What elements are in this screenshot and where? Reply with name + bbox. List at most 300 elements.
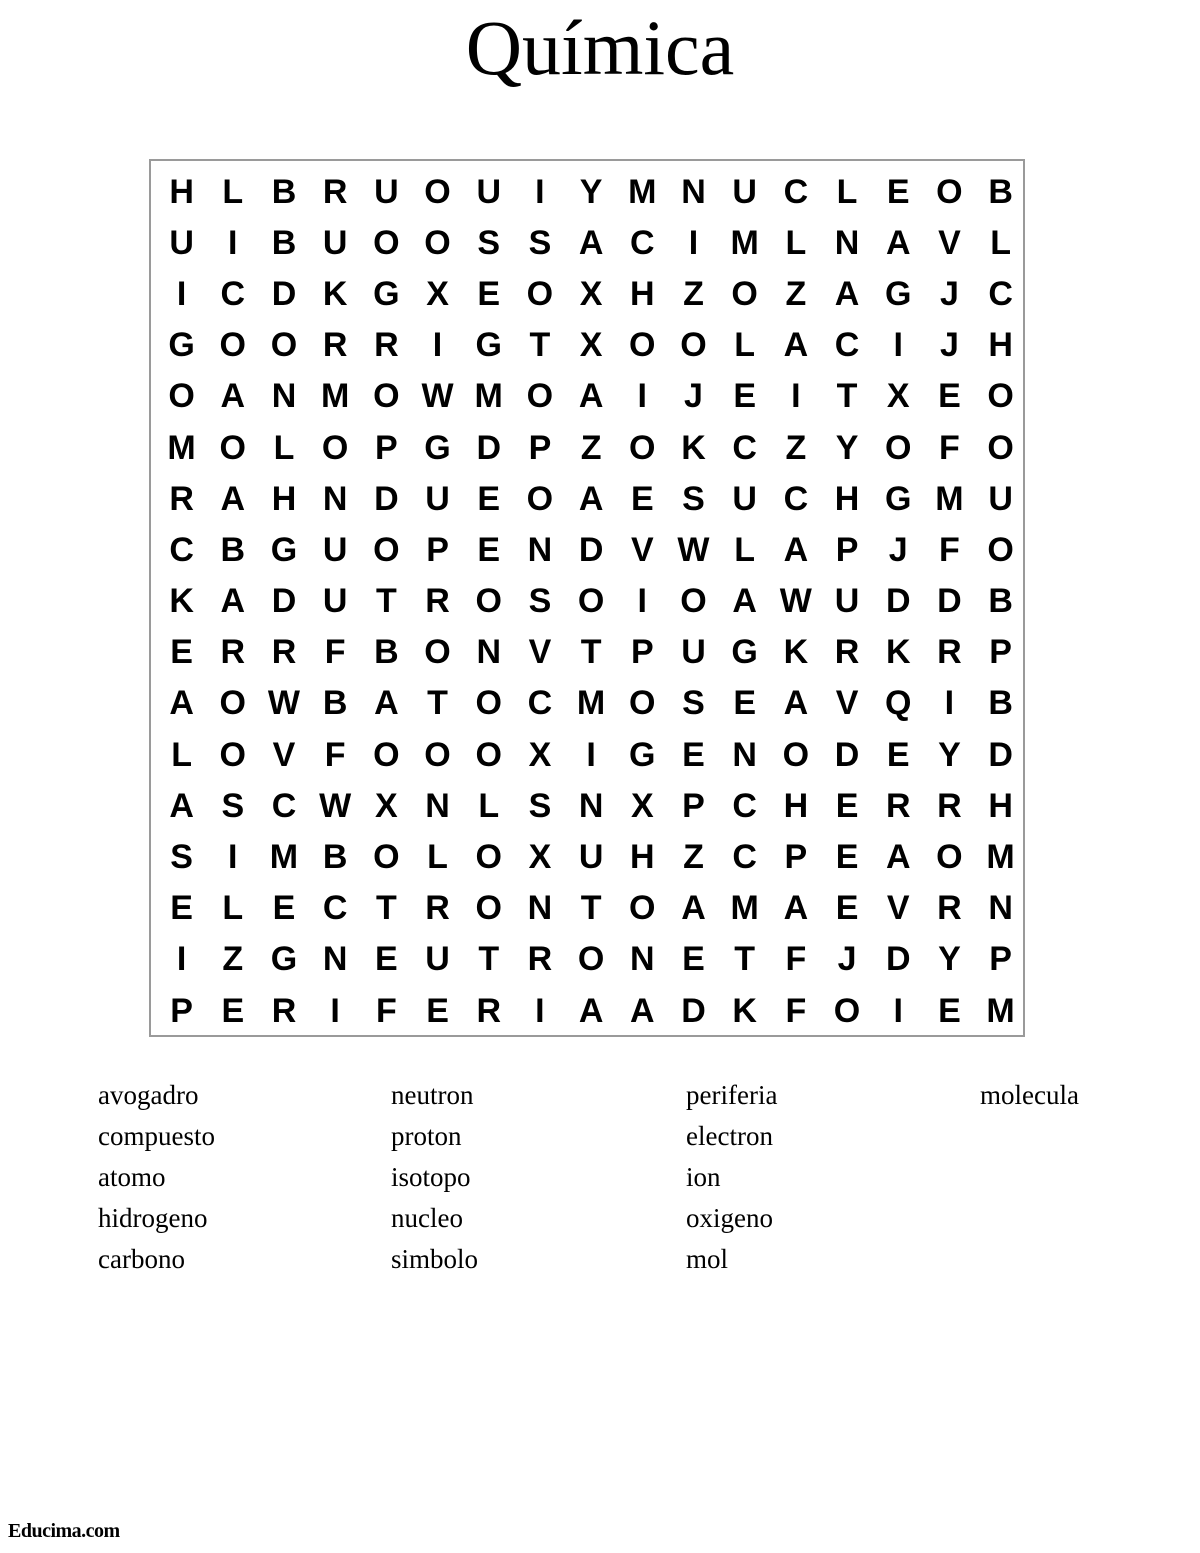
grid-cell: A [169,786,194,825]
grid-cell: N [578,786,604,825]
grid-cell: M [730,889,759,928]
grid-cell: A [374,684,399,723]
grid-cell: G [270,940,298,979]
grid-cell: I [688,223,699,262]
grid-cell: L [734,326,756,365]
grid-cell: K [732,991,757,1030]
word-item: electron [686,1121,773,1151]
grid-cell: I [637,377,647,416]
grid-cell: R [322,172,348,211]
grid-cell: F [939,428,960,467]
grid-cell: I [586,735,596,774]
grid-cell: Z [683,274,704,313]
grid-cell: N [681,172,706,211]
grid-cell: H [988,786,1013,825]
grid-cell: Y [938,940,961,979]
grid-cell: O [731,274,758,313]
grid-cell: S [170,838,193,877]
grid-cell: S [682,684,705,723]
grid-cell: C [834,326,860,365]
grid-cell: Z [222,940,244,979]
grid-cell: L [785,223,807,262]
grid-cell: N [425,786,450,825]
grid-cell: R [476,991,501,1030]
grid-cell: Z [580,428,602,467]
grid-cell: G [731,633,758,672]
grid-cell: O [373,838,400,877]
grid-cell: E [835,838,859,877]
grid-cell: A [578,377,604,416]
grid-cell: E [835,786,859,825]
grid-cell: O [987,530,1014,569]
grid-cell: P [784,838,808,877]
grid-cell: O [526,377,554,416]
grid-cell: O [270,326,298,365]
word-item: mol [686,1244,729,1274]
word-item: hidrogeno [98,1203,208,1233]
grid-cell: A [578,991,604,1030]
word-item: compuesto [98,1121,215,1151]
grid-cell: T [427,684,448,723]
grid-cell: L [222,889,244,928]
grid-cell: H [630,838,655,877]
grid-cell: P [989,940,1012,979]
grid-cell: U [681,633,706,672]
grid-cell: L [734,530,756,569]
grid-cell: T [375,889,397,928]
grid-cell: J [939,274,959,313]
grid-cell: L [273,428,295,467]
grid-cell: C [527,684,553,723]
grid-cell: I [228,223,238,262]
grid-cell: X [630,786,654,825]
grid-cell: U [578,838,604,877]
grid-cell: M [628,172,657,211]
grid-cell: A [732,582,757,621]
grid-cell: E [426,991,449,1030]
grid-cell: O [987,377,1014,416]
grid-cell: O [577,582,605,621]
grid-cell: H [271,479,297,518]
grid-cell: R [425,582,450,621]
grid-cell: E [221,991,245,1030]
word-column-3 [686,1075,777,1280]
grid-cell: C [630,223,655,262]
grid-cell: L [990,223,1011,262]
grid-cell: A [783,889,809,928]
word-item: isotopo [391,1162,471,1192]
grid-cell: R [374,326,399,365]
grid-cell: N [476,633,501,672]
grid-cell: O [680,582,707,621]
grid-cell: A [169,684,194,723]
grid-cell: G [629,735,656,774]
grid-cell: J [837,940,857,979]
grid-cell: A [630,991,655,1030]
grid-cell: X [375,786,398,825]
word-item: atomo [98,1162,166,1192]
grid-cell: I [176,940,187,979]
grid-cell: O [219,326,246,365]
grid-cell: U [476,172,501,211]
grid-cell: E [835,889,859,928]
grid-cell: G [424,428,451,467]
grid-cell: G [884,479,912,518]
grid-cell: I [228,838,238,877]
grid-cell: L [427,838,448,877]
grid-cell: V [938,223,961,262]
grid-cell: O [168,377,195,416]
grid-cell: O [629,889,656,928]
grid-cell: P [630,633,654,672]
grid-cell: O [475,735,502,774]
grid-cell: U [732,172,757,211]
grid-cell: C [988,274,1013,313]
grid-cell: R [527,940,553,979]
grid-cell: O [475,838,502,877]
grid-cell: U [322,223,348,262]
grid-cell: D [271,582,297,621]
grid-cell: E [733,377,756,416]
grid-cell: B [322,838,348,877]
grid-cell: O [680,326,707,365]
grid-cell: M [269,838,299,877]
grid-cell: O [219,735,246,774]
grid-cell: R [271,991,297,1030]
word-item: periferia [686,1080,778,1110]
grid-cell: C [783,479,809,518]
grid-cell: O [884,428,912,467]
word-item: nucleo [391,1203,463,1233]
grid-cell: J [939,326,959,365]
grid-cell: Y [938,735,961,774]
grid-cell: Z [785,428,807,467]
grid-cell: A [885,223,911,262]
grid-cell: M [986,991,1015,1030]
grid-cell: O [526,479,554,518]
grid-cell: U [374,172,399,211]
grid-cell: A [783,326,809,365]
grid-cell: F [785,940,807,979]
grid-cell: H [988,326,1013,365]
grid-cell: H [630,274,655,313]
grid-cell: L [836,172,858,211]
grid-cell: S [528,786,552,825]
grid-cell: D [937,582,962,621]
word-column-2 [391,1075,478,1280]
grid-cell: O [987,428,1014,467]
grid-cell: A [220,479,246,518]
grid-cell: C [783,172,809,211]
grid-cell: S [682,479,705,518]
grid-cell: D [374,479,399,518]
grid-cell: J [888,530,908,569]
grid-cell: E [375,940,398,979]
grid-cell: U [425,940,450,979]
grid-cell: R [937,633,962,672]
grid-cell: G [373,274,400,313]
grid-cell: R [425,889,450,928]
grid-cell: O [373,223,400,262]
grid-cell: P [835,530,859,569]
grid-cell: O [424,735,451,774]
grid-cell: B [271,172,297,211]
grid-cell: P [426,530,449,569]
grid-cell: D [988,735,1013,774]
grid-cell: X [579,326,603,365]
grid-cell: A [834,274,860,313]
grid-cell: M [167,428,196,467]
grid-cell: N [988,889,1013,928]
grid-cell: A [578,479,604,518]
grid-cell: R [220,633,246,672]
grid-cell: J [684,377,703,416]
grid-cell: N [630,940,655,979]
grid-cell: I [535,991,545,1030]
grid-cell: X [579,274,603,313]
grid-cell: R [322,326,348,365]
grid-cell: U [425,479,450,518]
grid-cell: O [475,889,502,928]
grid-cell: O [373,530,400,569]
grid-cell: P [528,428,552,467]
grid-cell: K [783,633,809,672]
page-title: Química [465,4,735,91]
grid-cell: I [791,377,801,416]
grid-cell: D [885,582,911,621]
grid-cell: E [630,479,654,518]
grid-cell: O [475,582,502,621]
grid-cell: R [834,633,860,672]
word-item: proton [391,1121,462,1151]
grid-cell: S [477,223,501,262]
grid-cell: O [526,274,554,313]
grid-cell: O [424,633,451,672]
grid-cell: V [272,735,296,774]
grid-cell: O [936,838,963,877]
grid-cell: C [322,889,348,928]
grid-cell: G [168,326,195,365]
grid-cell: X [528,838,552,877]
word-item: ion [686,1162,721,1192]
grid-cell: T [375,582,397,621]
word-list [0,1075,1200,1295]
grid-cell: L [478,786,500,825]
grid-cell: O [321,428,349,467]
grid-cell: B [322,684,348,723]
grid-cell: F [324,633,346,672]
grid-cell: X [886,377,910,416]
grid-cell: W [779,582,812,621]
word-column-1 [98,1075,215,1280]
grid-cell: A [783,530,809,569]
grid-cell: N [527,889,553,928]
grid-cell: O [629,428,656,467]
grid-cell: V [835,684,859,723]
grid-cell: E [170,633,193,672]
grid-cell: T [734,940,756,979]
grid-cell: V [630,530,654,569]
grid-cell: P [170,991,193,1030]
grid-cell: Y [835,428,859,467]
grid-cell: W [267,684,301,723]
grid-cell: O [373,377,400,416]
grid-cell: B [374,633,399,672]
grid-cell: N [834,223,860,262]
grid-cell: V [886,889,910,928]
grid-cell: I [330,991,340,1030]
grid-cell: R [937,786,962,825]
grid-cell: F [324,735,346,774]
grid-cell: E [477,479,501,518]
grid-cell: A [681,889,706,928]
grid-cell: D [476,428,501,467]
grid-cell: F [375,991,397,1030]
grid-cell: P [682,786,705,825]
grid-cell: S [528,582,552,621]
grid-cell: P [375,428,398,467]
grid-cell: L [171,735,192,774]
grid-cell: N [322,479,348,518]
grid-cell: M [576,684,606,723]
grid-cell: R [169,479,194,518]
grid-cell: X [426,274,449,313]
grid-cell: O [219,684,246,723]
grid-cell: Q [884,684,912,723]
grid-cell: Z [785,274,807,313]
grid-cell: N [271,377,297,416]
grid-cell: E [477,274,501,313]
word-item: molecula [980,1080,1079,1110]
grid-cell: K [885,633,911,672]
grid-cell: E [682,940,705,979]
grid-cell: O [424,223,451,262]
grid-cell: D [578,530,604,569]
word-item: simbolo [391,1244,479,1274]
grid-cell: X [528,735,552,774]
grid-cell: K [681,428,706,467]
grid-cell: U [988,479,1013,518]
grid-cell: G [475,326,502,365]
grid-cell: B [988,582,1013,621]
grid-cell: W [319,786,352,825]
grid-cell: U [834,582,860,621]
grid-cell: O [629,684,656,723]
grid-cell: M [730,223,759,262]
grid-cell: E [272,889,296,928]
grid-cell: W [677,530,710,569]
grid-cell: R [937,889,962,928]
grid-cell: K [322,274,348,313]
grid-cell: T [580,889,602,928]
word-item: oxigeno [686,1203,773,1233]
grid-cell: T [478,940,500,979]
grid-cell: I [944,684,955,723]
grid-cell: H [783,786,809,825]
grid-cell: Y [579,172,603,211]
grid-cell: U [322,530,348,569]
grid-cell: N [732,735,757,774]
grid-cell: B [271,223,297,262]
grid-cell: K [169,582,194,621]
grid-cell: E [170,889,193,928]
word-item: avogadro [98,1080,199,1110]
grid-cell: O [936,172,963,211]
footer-site-name: Educima.com [8,1520,120,1542]
grid-cell: O [782,735,810,774]
grid-cell: E [886,172,910,211]
grid-cell: E [886,735,910,774]
grid-cell: R [885,786,911,825]
grid-cell: B [988,172,1013,211]
grid-cell: O [577,940,605,979]
grid-cell: E [733,684,756,723]
grid-cell: C [732,786,757,825]
grid-cell: G [884,274,912,313]
grid-cell: O [475,684,502,723]
grid-cell: I [637,582,647,621]
grid-cell: B [220,530,246,569]
grid-cell: U [732,479,757,518]
grid-cell: A [220,582,246,621]
grid-cell: I [176,274,187,313]
grid-cell: N [322,940,348,979]
word-column-4 [980,1075,1079,1116]
grid-cell: M [474,377,503,416]
grid-cell: H [834,479,860,518]
grid-cell: L [222,172,244,211]
grid-cell: A [578,223,604,262]
grid-cell: V [528,633,552,672]
grid-cell: I [535,172,545,211]
grid-cell: C [169,530,194,569]
grid-cell: U [322,582,348,621]
grid-cell: F [785,991,807,1030]
word-item: neutron [391,1080,474,1110]
grid-cell: P [989,633,1012,672]
grid-cell: D [885,940,911,979]
grid-cell: I [893,991,903,1030]
grid-cell: W [421,377,454,416]
grid-cell: I [432,326,443,365]
word-search-letters [156,166,1026,1036]
grid-cell: R [271,633,297,672]
grid-cell: M [986,838,1015,877]
grid-cell: M [935,479,964,518]
grid-cell: O [373,735,400,774]
grid-cell: E [938,377,961,416]
grid-cell: D [681,991,706,1030]
grid-cell: N [527,530,553,569]
grid-cell: M [320,377,350,416]
grid-cell: T [529,326,551,365]
grid-cell: O [629,326,656,365]
grid-cell: A [220,377,246,416]
grid-cell: C [271,786,297,825]
grid-cell: O [833,991,861,1030]
grid-cell: A [783,684,809,723]
grid-cell: D [271,274,297,313]
grid-cell: U [169,223,194,262]
grid-cell: T [836,377,858,416]
grid-cell: G [270,530,298,569]
grid-cell: E [938,991,961,1030]
grid-cell: T [580,633,602,672]
grid-cell: E [682,735,705,774]
grid-cell: C [220,274,246,313]
grid-cell: I [893,326,903,365]
grid-cell: O [219,428,246,467]
